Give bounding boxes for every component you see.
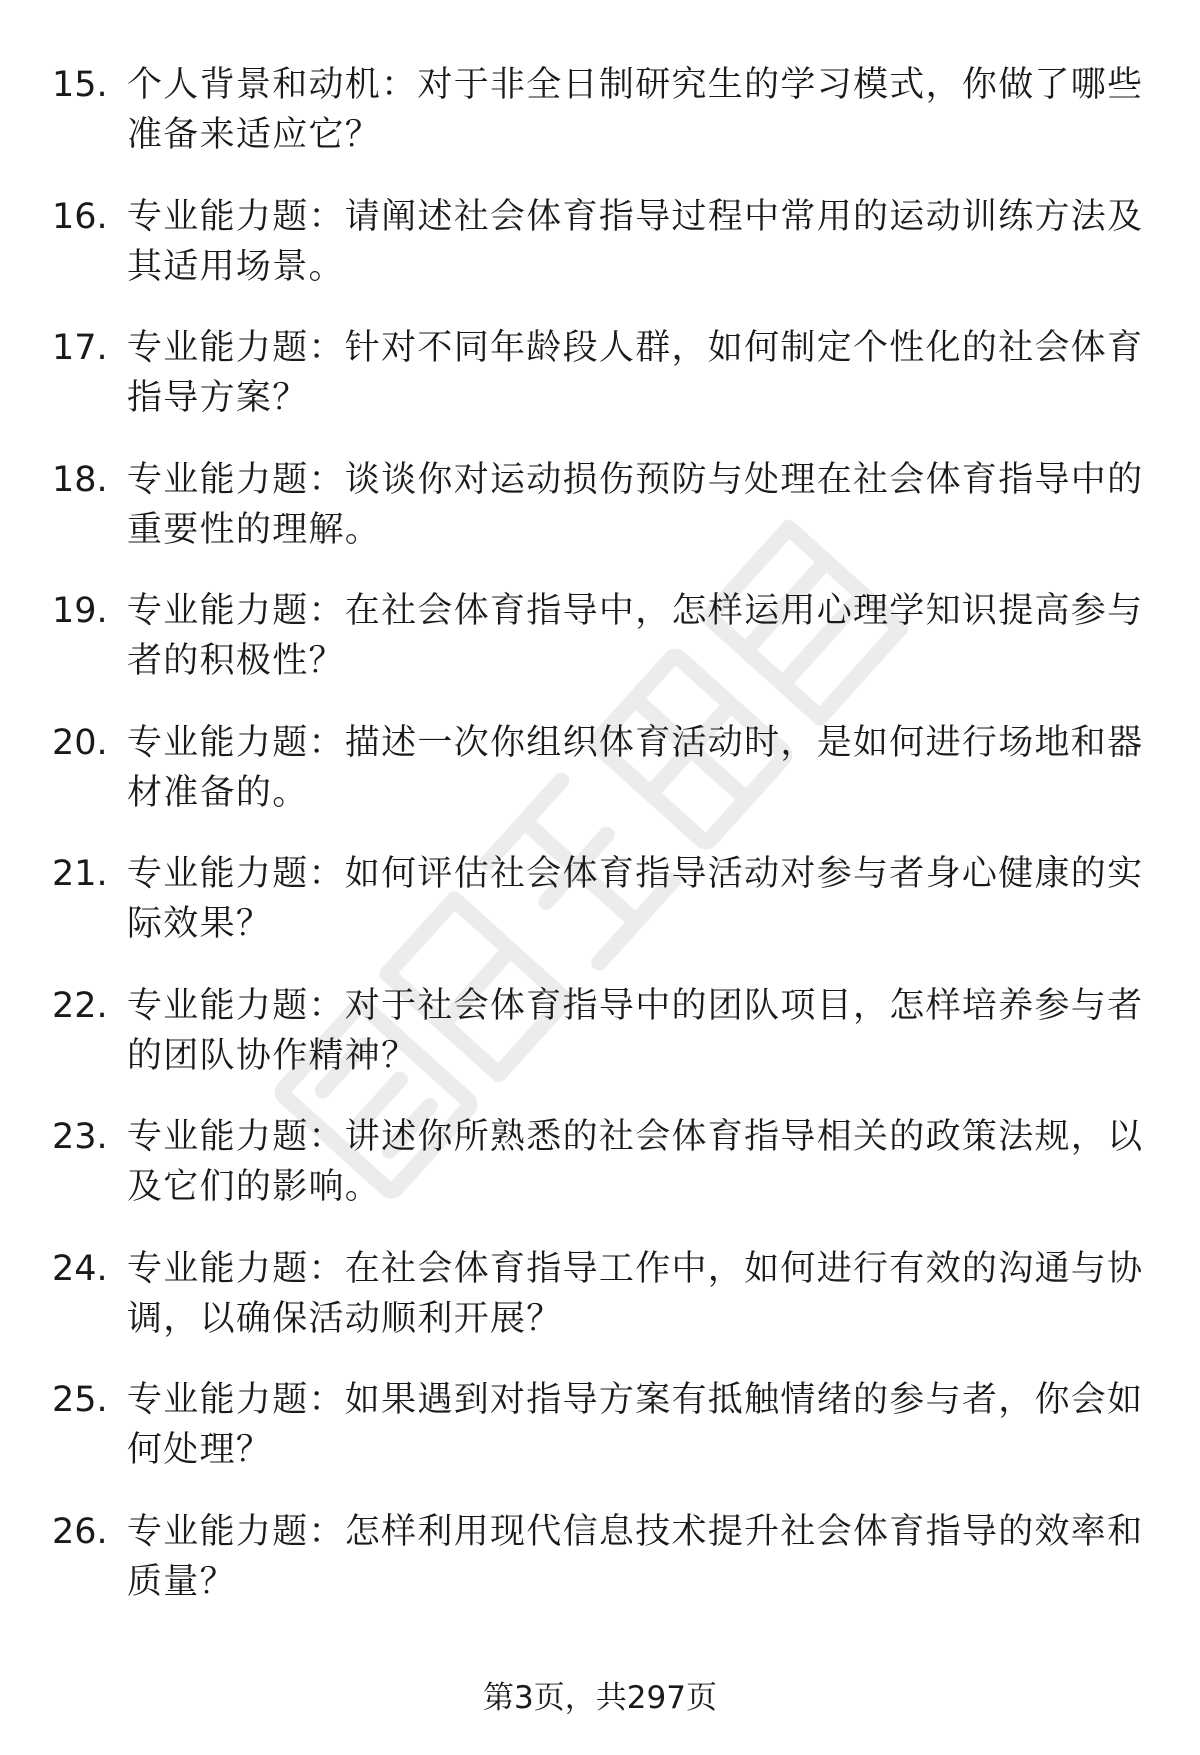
question-number: 22. (52, 985, 108, 1026)
question-item (0, 981, 1200, 1113)
question-text: 专业能力题：在社会体育指导工作中，如何进行有效的沟通与协调，以确保活动顺利开展？ (127, 1248, 1144, 1339)
question-number: 18. (52, 459, 108, 500)
question-text: 专业能力题：如何评估社会体育指导活动对参与者身心健康的实际效果？ (127, 854, 1144, 944)
question-number: 21. (52, 854, 108, 894)
question-item (0, 192, 1200, 324)
question-text: 个人背景和动机：对于非全日制研究生的学习模式，你做了哪些准备来适应它？ (127, 65, 1144, 155)
question-text: 专业能力题：如果遇到对指导方案有抵触情绪的参与者，你会如何处理？ (127, 1380, 1144, 1470)
question-number: 19. (52, 591, 108, 631)
question-item (0, 1244, 1200, 1376)
question-text: 专业能力题：在社会体育指导中，怎样运用心理学知识提高参与者的积极性？ (127, 591, 1144, 681)
question-item (0, 586, 1200, 718)
question-number: 24. (52, 1248, 108, 1289)
question-number: 26. (52, 1511, 108, 1552)
question-text: 专业能力题：讲述你所熟悉的社会体育指导相关的政策法规，以及它们的影响。 (127, 1117, 1144, 1207)
question-text: 专业能力题：请阐述社会体育指导过程中常用的运动训练方法及其适用场景。 (127, 196, 1144, 287)
question-text: 专业能力题：针对不同年龄段人群，如何制定个性化的社会体育指导方案？ (127, 328, 1144, 418)
question-number: 25. (52, 1380, 108, 1420)
question-item (0, 323, 1200, 455)
question-item (0, 718, 1200, 850)
question-number: 15. (52, 65, 108, 105)
question-text: 专业能力题：谈谈你对运动损伤预防与处理在社会体育指导中的重要性的理解。 (127, 459, 1144, 550)
question-number: 16. (52, 196, 108, 237)
question-item (0, 1507, 1200, 1639)
question-text: 专业能力题：描述一次你组织体育活动时，是如何进行场地和器材准备的。 (127, 722, 1144, 813)
question-number: 20. (52, 722, 108, 763)
question-list (0, 60, 1200, 1638)
question-item (0, 849, 1200, 981)
question-number: 23. (52, 1117, 108, 1157)
question-item (0, 60, 1200, 192)
question-text: 专业能力题：对于社会体育指导中的团队项目，怎样培养参与者的团队协作精神？ (127, 985, 1144, 1076)
question-number: 17. (52, 328, 108, 368)
question-item (0, 1112, 1200, 1244)
question-item (0, 1375, 1200, 1507)
question-item (0, 455, 1200, 587)
page-footer: 第3页，共297页 (483, 1680, 717, 1716)
question-text: 专业能力题：怎样利用现代信息技术提升社会体育指导的效率和质量？ (127, 1511, 1144, 1602)
